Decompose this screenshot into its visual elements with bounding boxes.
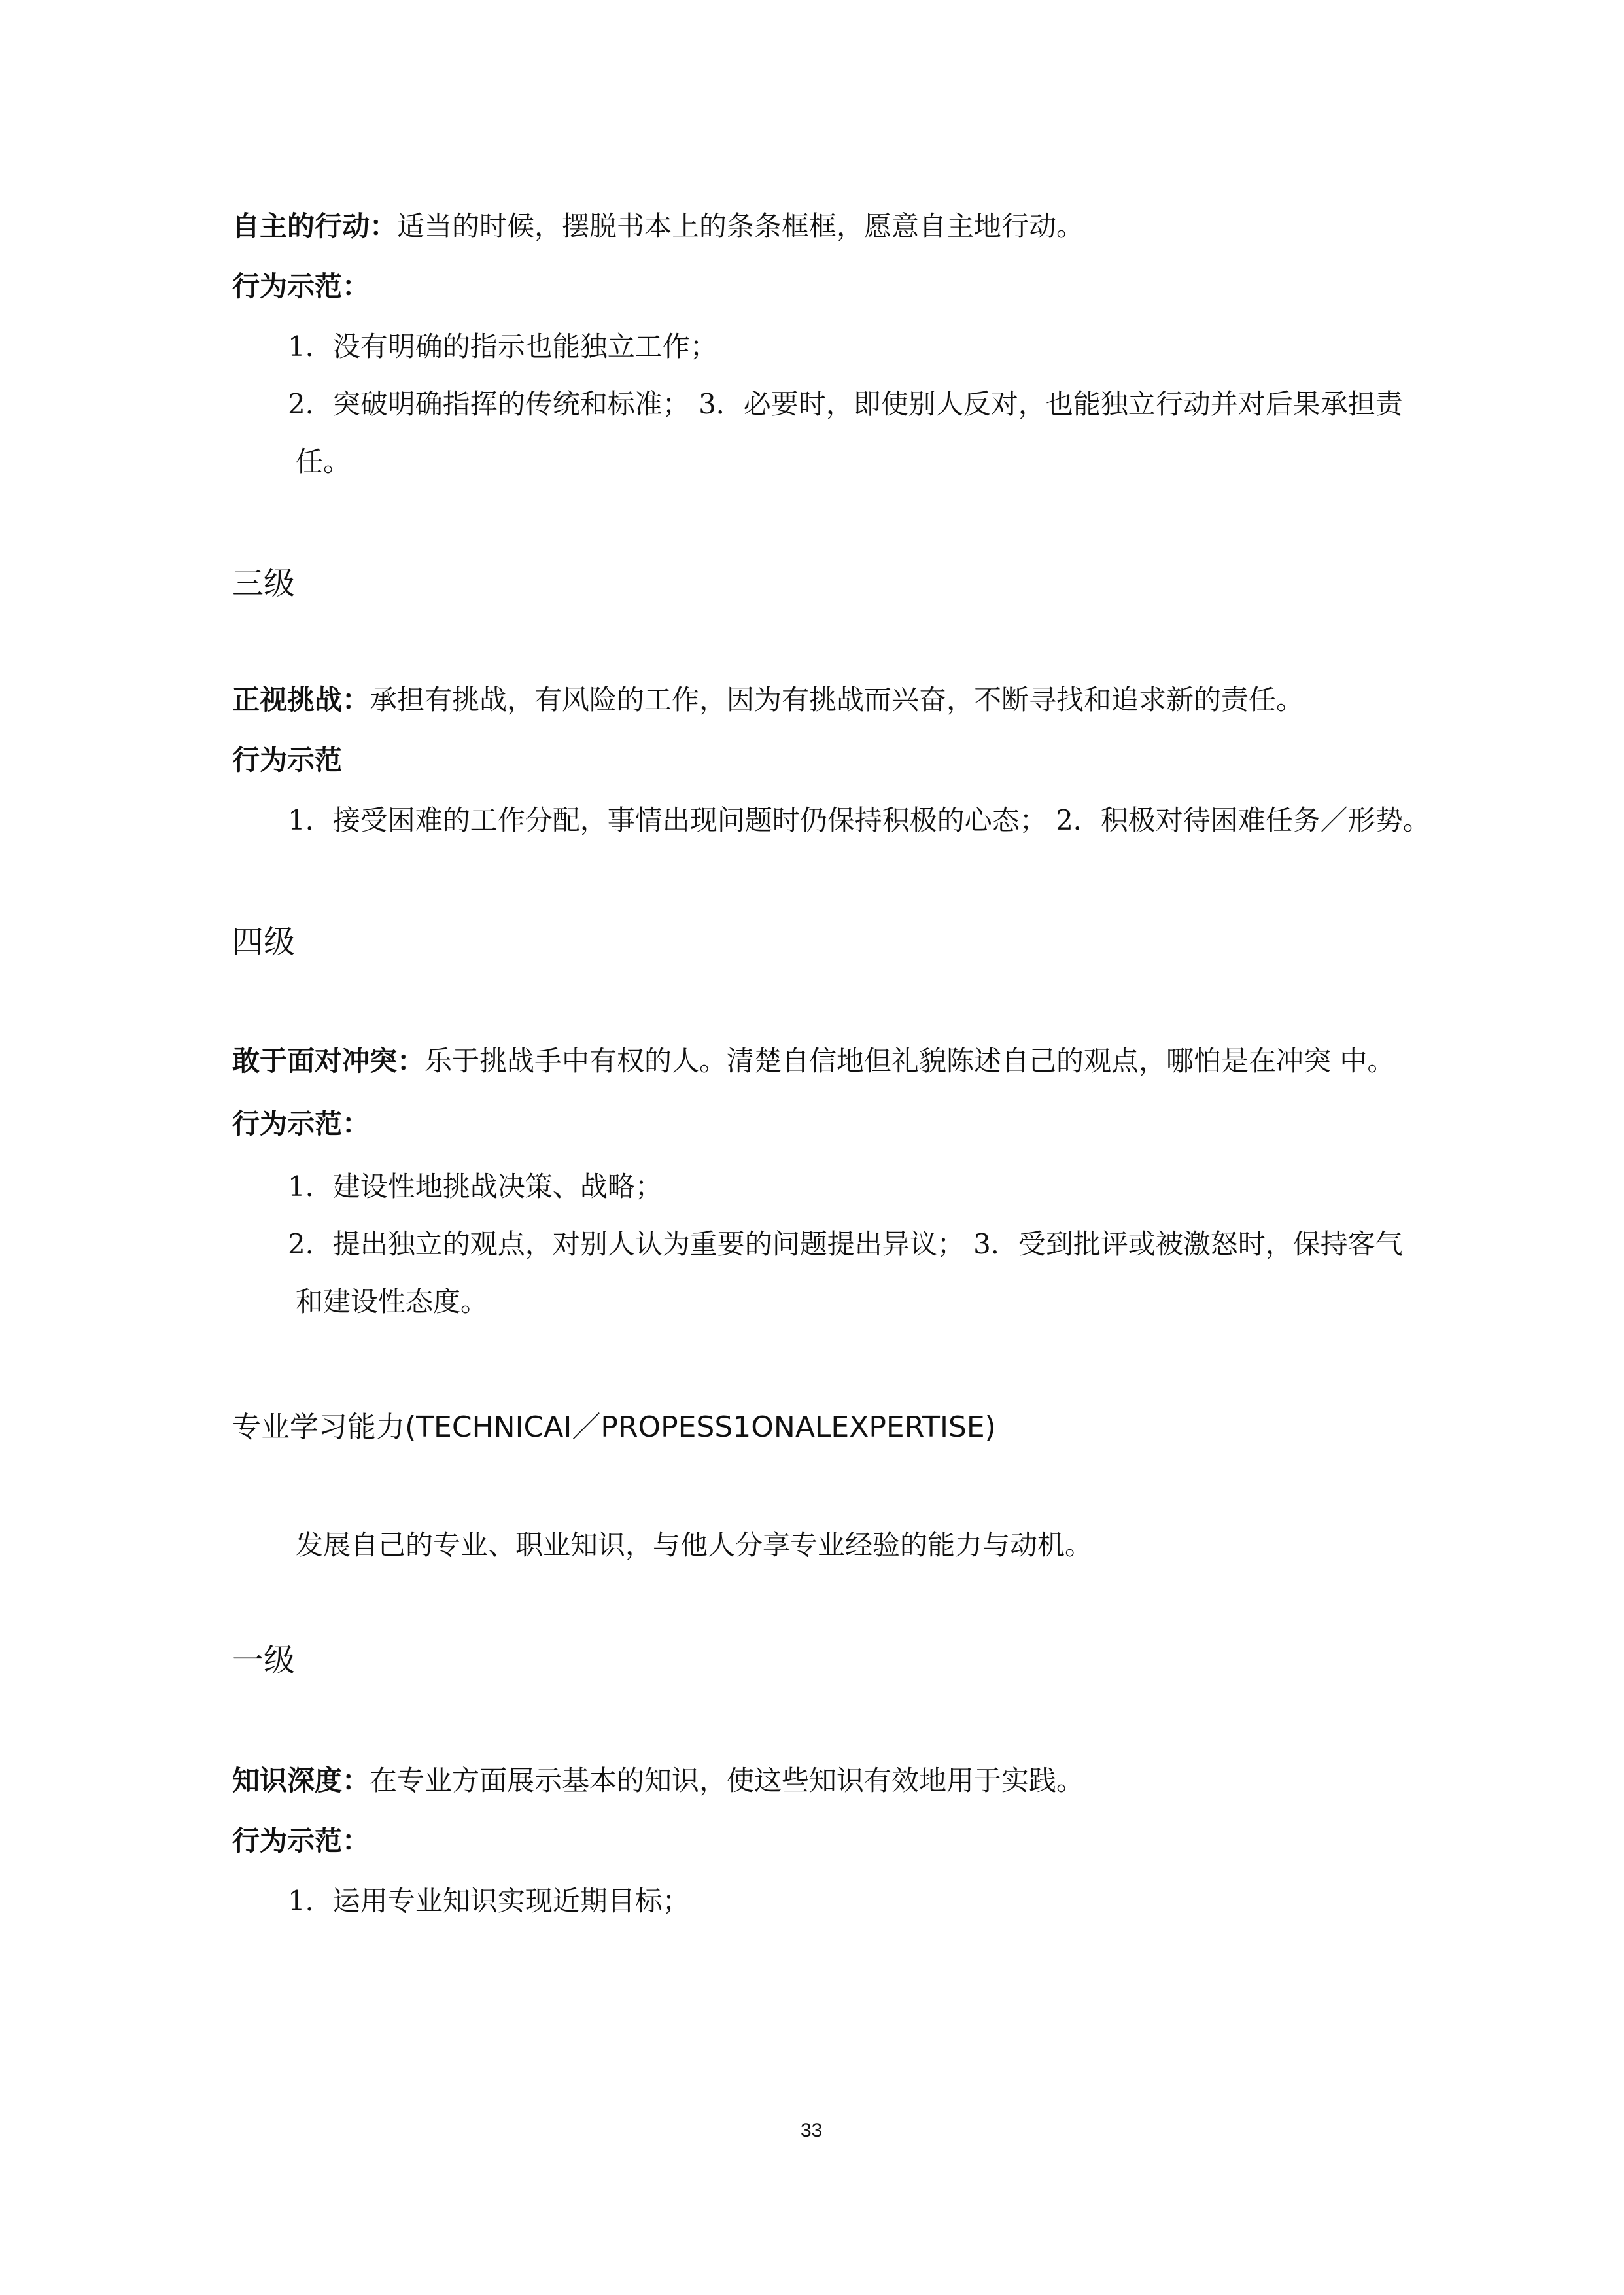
list-item: 和建设性态度。: [296, 1286, 489, 1318]
list-item: 1．接受困难的工作分配，事情出现问题时仍保持积极的心态； 2．积极对待困难任务／形势。: [288, 804, 1430, 836]
term-autonomy: 自主的行动：: [232, 210, 398, 242]
heading-level4: 四级: [232, 924, 296, 960]
desc-autonomy: 适当的时候，摆脱书本上的条条框框，愿意自主地行动。: [397, 210, 1084, 242]
list-item: 2．突破明确指挥的传统和标准； 3．必要时，即使别人反对，也能独立行动并对后果承担责: [288, 388, 1403, 420]
heading-expertise: 专业学习能力(TECHNICAI／PROPESS1ONALEXPERTISE): [232, 1410, 996, 1444]
paragraph-expertise-intro: 发展自己的专业、职业知识，与他人分享专业经验的能力与动机。: [296, 1529, 1093, 1561]
term-level1: 知识深度：: [232, 1764, 370, 1796]
behavior-label-level3: 行为示范: [232, 744, 343, 776]
list-item: 1．运用专业知识实现近期目标；: [288, 1885, 690, 1917]
paragraph-level3: [232, 682, 1304, 718]
behavior-label-autonomy: 行为示范：: [232, 270, 370, 302]
list-item: 1．建设性地挑战决策、战略；: [288, 1170, 663, 1202]
paragraph-autonomy: [232, 208, 1084, 245]
behavior-label-level4: 行为示范：: [232, 1108, 370, 1140]
desc-level3: 承担有挑战，有风险的工作，因为有挑战而兴奋，不断寻找和追求新的责任。: [370, 684, 1304, 716]
term-level4: 敢于面对冲突：: [232, 1045, 425, 1077]
list-item: 2．提出独立的观点，对别人认为重要的问题提出异议； 3．受到批评或被激怒时，保持客气: [288, 1228, 1403, 1260]
paragraph-level4: [232, 1043, 1394, 1079]
term-level3: 正视挑战：: [232, 684, 370, 716]
list-item: 1．没有明确的指示也能独立工作；: [288, 330, 717, 362]
page-number: 33: [801, 2120, 823, 2141]
desc-level1: 在专业方面展示基本的知识，使这些知识有效地用于实践。: [370, 1764, 1084, 1796]
behavior-label-level1: 行为示范：: [232, 1825, 370, 1857]
desc-level4: 乐于挑战手中有权的人。清楚自信地但礼貌陈述自己的观点，哪怕是在冲突 中。: [424, 1045, 1395, 1077]
heading-level1: 一级: [232, 1642, 296, 1679]
list-item: 任。: [296, 446, 351, 478]
paragraph-level1: [232, 1762, 1084, 1799]
heading-level3: 三级: [232, 565, 296, 602]
